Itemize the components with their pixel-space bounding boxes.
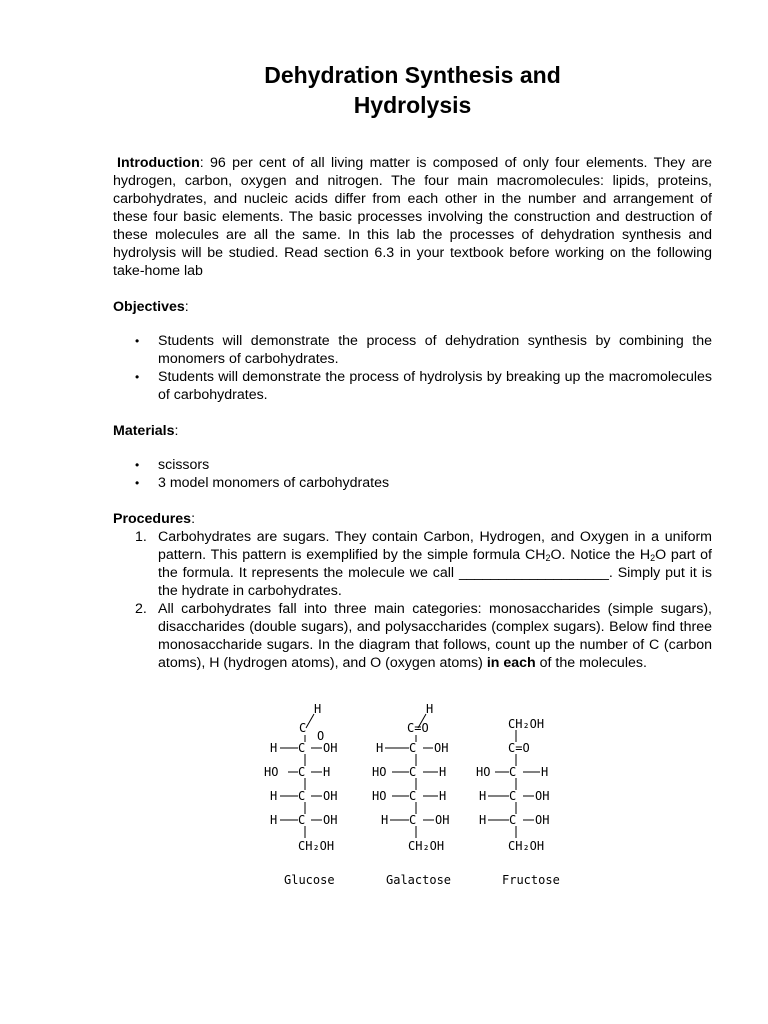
galactose-label: Galactose bbox=[386, 873, 452, 887]
galactose-c1: C=O bbox=[407, 721, 429, 735]
svg-text:OH: OH bbox=[323, 789, 338, 803]
glucose-label: Glucose bbox=[284, 873, 335, 887]
galactose-top-h: H bbox=[426, 702, 434, 716]
svg-text:C: C bbox=[409, 813, 417, 827]
introduction-label: Introduction bbox=[117, 155, 200, 171]
objectives-heading: Objectives: bbox=[113, 299, 189, 315]
fructose-label: Fructose bbox=[502, 873, 560, 887]
introduction-text: : 96 per cent of all living matter is composed of only four elements. They are hydrogen, carbon, oxygen and nitrogen. The four main macromolecules: lipids, proteins, carbohydrates, and nucleic acids differ from each other in the number and arrangement of these four basic elements. The basic processes involving the construction and destruction of these molecules are all the same. In this lab the processes of dehydration synthesis and hydrolysis will be studied. Read section 6.3 in your textbook before working on the following take-home lab bbox=[113, 155, 712, 279]
svg-text:HO: HO bbox=[476, 765, 491, 779]
material-item: • 3 model monomers of carbohydrates bbox=[158, 474, 712, 492]
objective-item: • Students will demonstrate the process of dehydration synthesis by combining the monomers of carbohydrates. bbox=[158, 332, 712, 368]
svg-text:OH: OH bbox=[323, 813, 338, 827]
svg-text:C: C bbox=[409, 789, 417, 803]
svg-text:C: C bbox=[409, 741, 417, 755]
procedures-list bbox=[113, 528, 712, 672]
svg-text:H: H bbox=[479, 789, 487, 803]
svg-text:C: C bbox=[298, 789, 306, 803]
svg-text:C: C bbox=[298, 741, 306, 755]
svg-text:C: C bbox=[298, 813, 306, 827]
glucose-c1: C bbox=[299, 721, 307, 735]
svg-text:HO: HO bbox=[264, 765, 279, 779]
svg-text:C: C bbox=[298, 765, 306, 779]
procedure-step-1: 1. Carbohydrates are sugars. They contain Carbon, Hydrogen, and Oxygen in a uniform pattern. This pattern is exemplified by the simple formula $CH_2O$. Notice the $H_2O$ part of the formula. It represents the molecule we call ___________________. Simply put it is the hydrate in carbohydrates. bbox=[135, 529, 712, 599]
fructose-c2: C=O bbox=[508, 741, 530, 755]
material-item: • scissors bbox=[158, 456, 712, 474]
procedure-step-2: 2. All carbohydrates fall into three main categories: monosaccharides (simple sugars), disaccharides (double sugars), and polysaccharides (complex sugars). Below find three monosaccharide sugars. In the diagram that follows, count up the number of C (carbon atoms), H (hydrogen atoms), and O (oxygen atoms) in each of the molecules. bbox=[135, 601, 712, 671]
svg-text:C: C bbox=[509, 789, 517, 803]
fructose-top: CH₂OH bbox=[508, 717, 545, 731]
svg-text:H: H bbox=[270, 741, 278, 755]
structural-formulas bbox=[250, 700, 570, 890]
title-line-1: Dehydration Synthesis and bbox=[264, 62, 561, 88]
svg-text:OH: OH bbox=[435, 813, 450, 827]
procedures-heading: Procedures: bbox=[113, 511, 196, 527]
svg-text:C: C bbox=[509, 765, 517, 779]
objectives-list bbox=[113, 332, 712, 404]
galactose-bottom: CH₂OH bbox=[408, 839, 445, 853]
document-page bbox=[113, 60, 712, 672]
glucose-top-h: H bbox=[314, 702, 322, 716]
svg-text:HO: HO bbox=[372, 765, 387, 779]
fructose-bottom: CH₂OH bbox=[508, 839, 545, 853]
svg-text:OH: OH bbox=[323, 741, 338, 755]
glucose-bottom: CH₂OH bbox=[298, 839, 335, 853]
monosaccharide-diagram bbox=[250, 700, 570, 890]
introduction-paragraph bbox=[113, 154, 712, 280]
materials-list bbox=[113, 456, 712, 492]
svg-text:H: H bbox=[381, 813, 389, 827]
objective-item: • Students will demonstrate the process of hydrolysis by breaking up the macromolecules of carbohydrates. bbox=[158, 368, 712, 404]
svg-text:H: H bbox=[376, 741, 384, 755]
svg-text:H: H bbox=[323, 765, 331, 779]
svg-text:C: C bbox=[409, 765, 417, 779]
svg-text:H: H bbox=[270, 789, 278, 803]
document-title bbox=[113, 60, 712, 120]
svg-text:C: C bbox=[509, 813, 517, 827]
svg-text:H: H bbox=[479, 813, 487, 827]
svg-text:H: H bbox=[439, 789, 447, 803]
title-line-2: Hydrolysis bbox=[353, 92, 472, 118]
glucose-c1-o: O bbox=[317, 729, 325, 743]
svg-text:OH: OH bbox=[535, 789, 550, 803]
svg-text:H: H bbox=[270, 813, 278, 827]
svg-text:H: H bbox=[541, 765, 549, 779]
materials-heading: Materials: bbox=[113, 423, 179, 439]
svg-text:OH: OH bbox=[535, 813, 550, 827]
svg-text:H: H bbox=[439, 765, 447, 779]
svg-text:HO: HO bbox=[372, 789, 387, 803]
svg-text:OH: OH bbox=[434, 741, 449, 755]
